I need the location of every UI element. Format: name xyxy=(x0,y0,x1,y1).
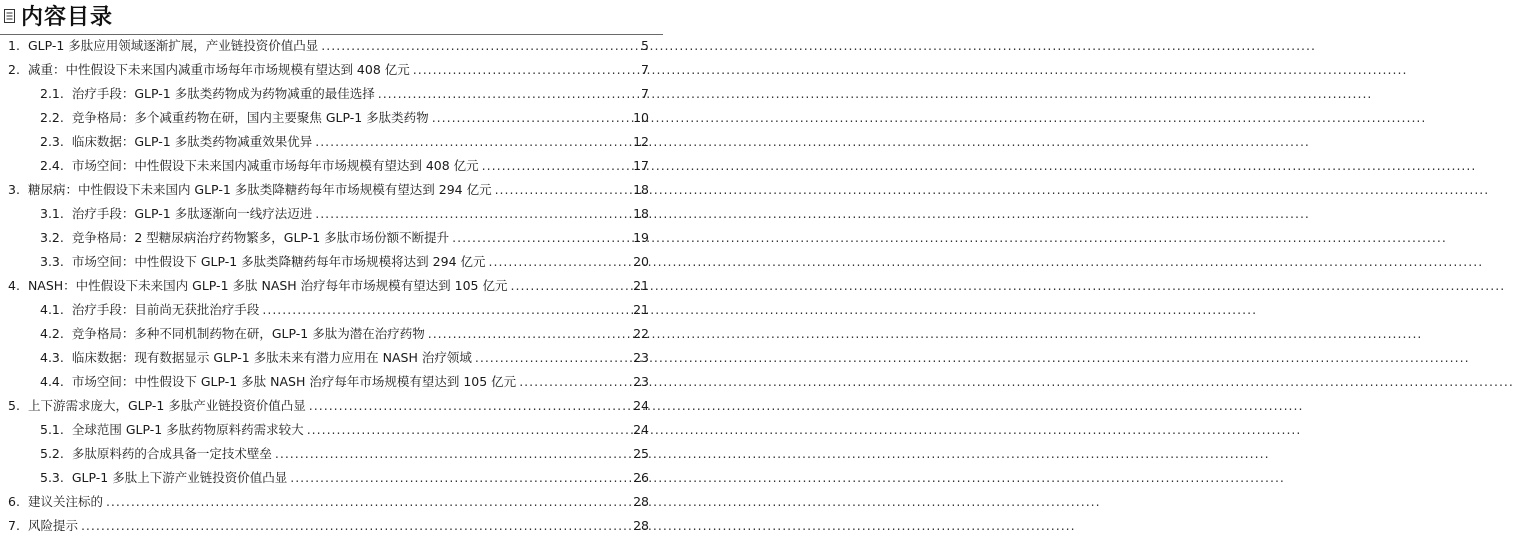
toc-dot-leader xyxy=(315,204,630,224)
toc-entry-title: 多肽原料药的合成具备一定技术壁垒 xyxy=(71,446,272,461)
toc-entry-title: 临床数据：现有数据显示 GLP-1 多肽未来有潜力应用在 NASH 治疗领域 xyxy=(71,350,472,365)
toc-entry-page: 24 xyxy=(633,398,649,413)
toc-entry-page: 24 xyxy=(633,422,649,437)
toc-dot-leader xyxy=(511,276,631,296)
toc-dot-leader xyxy=(262,300,630,320)
toc-entry[interactable] xyxy=(40,252,649,272)
toc-entry[interactable] xyxy=(40,420,649,440)
toc-entry-number: 3. xyxy=(8,182,20,197)
toc-entry-title: GLP-1 多肽上下游产业链投资价值凸显 xyxy=(71,470,288,485)
toc-entry-page: 21 xyxy=(633,302,649,317)
toc-entry-title: 治疗手段：GLP-1 多肽类药物成为药物减重的最佳选择 xyxy=(71,86,375,101)
toc-entry[interactable] xyxy=(40,228,649,248)
toc-header xyxy=(0,0,663,35)
toc-entry-title: 市场空间：中性假设下未来国内减重市场每年市场规模有望达到 408 亿元 xyxy=(71,158,479,173)
toc-entry-page: 21 xyxy=(633,278,649,293)
toc-entry-number: 6. xyxy=(8,494,20,509)
toc-entry-title: 风险提示 xyxy=(27,518,78,533)
toc-entry[interactable] xyxy=(8,492,649,512)
toc-entry-title: 糖尿病：中性假设下未来国内 GLP-1 多肽类降糖药每年市场规模有望达到 294 亿元 xyxy=(27,182,492,197)
toc-entry-title: 竞争格局：2 型糖尿病治疗药物繁多，GLP-1 多肽市场份额不断提升 xyxy=(71,230,450,245)
toc-entry[interactable] xyxy=(8,516,649,536)
toc-entry[interactable] xyxy=(40,468,649,488)
toc-dot-leader xyxy=(452,228,630,248)
toc-dot-leader xyxy=(378,84,630,104)
toc-entry-number: 2.3. xyxy=(40,134,64,149)
toc-entry-number: 1. xyxy=(8,38,20,53)
toc-entry-title: 市场空间：中性假设下 GLP-1 多肽类降糖药每年市场规模将达到 294 亿元 xyxy=(71,254,486,269)
toc-entry-page: 10 xyxy=(633,110,649,125)
toc-dot-leader xyxy=(475,348,630,368)
toc-entry-page: 23 xyxy=(633,374,649,389)
toc-entry[interactable] xyxy=(40,108,649,128)
toc-dot-leader xyxy=(290,468,630,488)
toc-dot-leader xyxy=(519,372,630,392)
toc-dot-leader xyxy=(321,36,630,56)
toc-dot-leader xyxy=(489,252,631,272)
toc-dot-leader xyxy=(495,180,630,200)
toc-entry-number: 2.4. xyxy=(40,158,64,173)
toc-entry-page: 22 xyxy=(633,326,649,341)
toc-entry[interactable] xyxy=(40,300,649,320)
toc-entry[interactable] xyxy=(8,396,649,416)
toc-dot-leader xyxy=(309,396,630,416)
toc-dot-leader xyxy=(315,132,630,152)
toc-entry[interactable] xyxy=(40,444,649,464)
toc-entry-title: 竞争格局：多种不同机制药物在研，GLP-1 多肽为潜在治疗药物 xyxy=(71,326,425,341)
toc-entry[interactable] xyxy=(40,348,649,368)
toc-entry-page: 5 xyxy=(641,38,649,53)
toc-dot-leader xyxy=(432,108,630,128)
toc-entry[interactable] xyxy=(40,204,649,224)
toc-entry-number: 3.2. xyxy=(40,230,64,245)
toc-entry-title: 治疗手段：目前尚无获批治疗手段 xyxy=(71,302,260,317)
toc-entry-page: 28 xyxy=(633,494,649,509)
toc-dot-leader xyxy=(413,60,630,80)
toc-entry[interactable] xyxy=(8,180,649,200)
toc-entry-number: 3.3. xyxy=(40,254,64,269)
toc-dot-leader xyxy=(428,324,630,344)
toc-entry-title: 竞争格局：多个减重药物在研，国内主要聚焦 GLP-1 多肽类药物 xyxy=(71,110,429,125)
toc-entry[interactable] xyxy=(40,156,649,176)
toc-entry-page: 19 xyxy=(633,230,649,245)
toc-entry-number: 5.1. xyxy=(40,422,64,437)
toc-entry-page: 28 xyxy=(633,518,649,533)
toc-entry-number: 5.2. xyxy=(40,446,64,461)
toc-entry[interactable] xyxy=(8,60,649,80)
toc-dot-leader xyxy=(275,444,630,464)
toc-entry[interactable] xyxy=(8,276,649,296)
toc-dot-leader xyxy=(81,516,630,536)
toc-entry-number: 4.1. xyxy=(40,302,64,317)
toc-entry-page: 18 xyxy=(633,206,649,221)
toc-entry-page: 20 xyxy=(633,254,649,269)
toc-entry-number: 4. xyxy=(8,278,20,293)
toc-entry-title: NASH：中性假设下未来国内 GLP-1 多肽 NASH 治疗每年市场规模有望达到 105 亿元 xyxy=(27,278,508,293)
toc-entry-number: 4.2. xyxy=(40,326,64,341)
toc-entry-page: 7 xyxy=(641,86,649,101)
toc-entry-number: 3.1. xyxy=(40,206,64,221)
toc-entry-number: 4.4. xyxy=(40,374,64,389)
toc-entry-number: 7. xyxy=(8,518,20,533)
toc-entry-title: 建议关注标的 xyxy=(27,494,103,509)
page-title: 内容目录 xyxy=(21,4,114,30)
toc-entry-number: 2.1. xyxy=(40,86,64,101)
toc-dot-leader xyxy=(482,156,630,176)
toc-entry-number: 5. xyxy=(8,398,20,413)
toc-entry[interactable] xyxy=(40,132,649,152)
toc-entry-number: 4.3. xyxy=(40,350,64,365)
toc-entry-title: 临床数据：GLP-1 多肽类药物减重效果优异 xyxy=(71,134,313,149)
toc-entry-title: 减重：中性假设下未来国内减重市场每年市场规模有望达到 408 亿元 xyxy=(27,62,410,77)
toc-dot-leader xyxy=(106,492,630,512)
toc-entry-number: 2.2. xyxy=(40,110,64,125)
toc-entry[interactable] xyxy=(8,36,649,56)
toc-entry-title: 全球范围 GLP-1 多肽药物原料药需求较大 xyxy=(71,422,304,437)
toc-entry-page: 17 xyxy=(633,158,649,173)
toc-entry-page: 7 xyxy=(641,62,649,77)
toc-entry-title: 治疗手段：GLP-1 多肽逐渐向一线疗法迈进 xyxy=(71,206,313,221)
toc-entry-number: 2. xyxy=(8,62,20,77)
toc-entry[interactable] xyxy=(40,324,649,344)
document-icon xyxy=(4,9,15,23)
toc-entry[interactable] xyxy=(40,372,649,392)
toc-entry-page: 23 xyxy=(633,350,649,365)
toc-entry-title: GLP-1 多肽应用领域逐渐扩展，产业链投资价值凸显 xyxy=(27,38,319,53)
toc-entry-page: 25 xyxy=(633,446,649,461)
toc-entry[interactable] xyxy=(40,84,649,104)
toc-entry-title: 上下游需求庞大，GLP-1 多肽产业链投资价值凸显 xyxy=(27,398,306,413)
toc-dot-leader xyxy=(307,420,630,440)
toc-entry-page: 26 xyxy=(633,470,649,485)
toc-entry-title: 市场空间：中性假设下 GLP-1 多肽 NASH 治疗每年市场规模有望达到 105 亿元 xyxy=(71,374,517,389)
toc-entry-page: 12 xyxy=(633,134,649,149)
toc-entry-number: 5.3. xyxy=(40,470,64,485)
toc-entry-page: 18 xyxy=(633,182,649,197)
